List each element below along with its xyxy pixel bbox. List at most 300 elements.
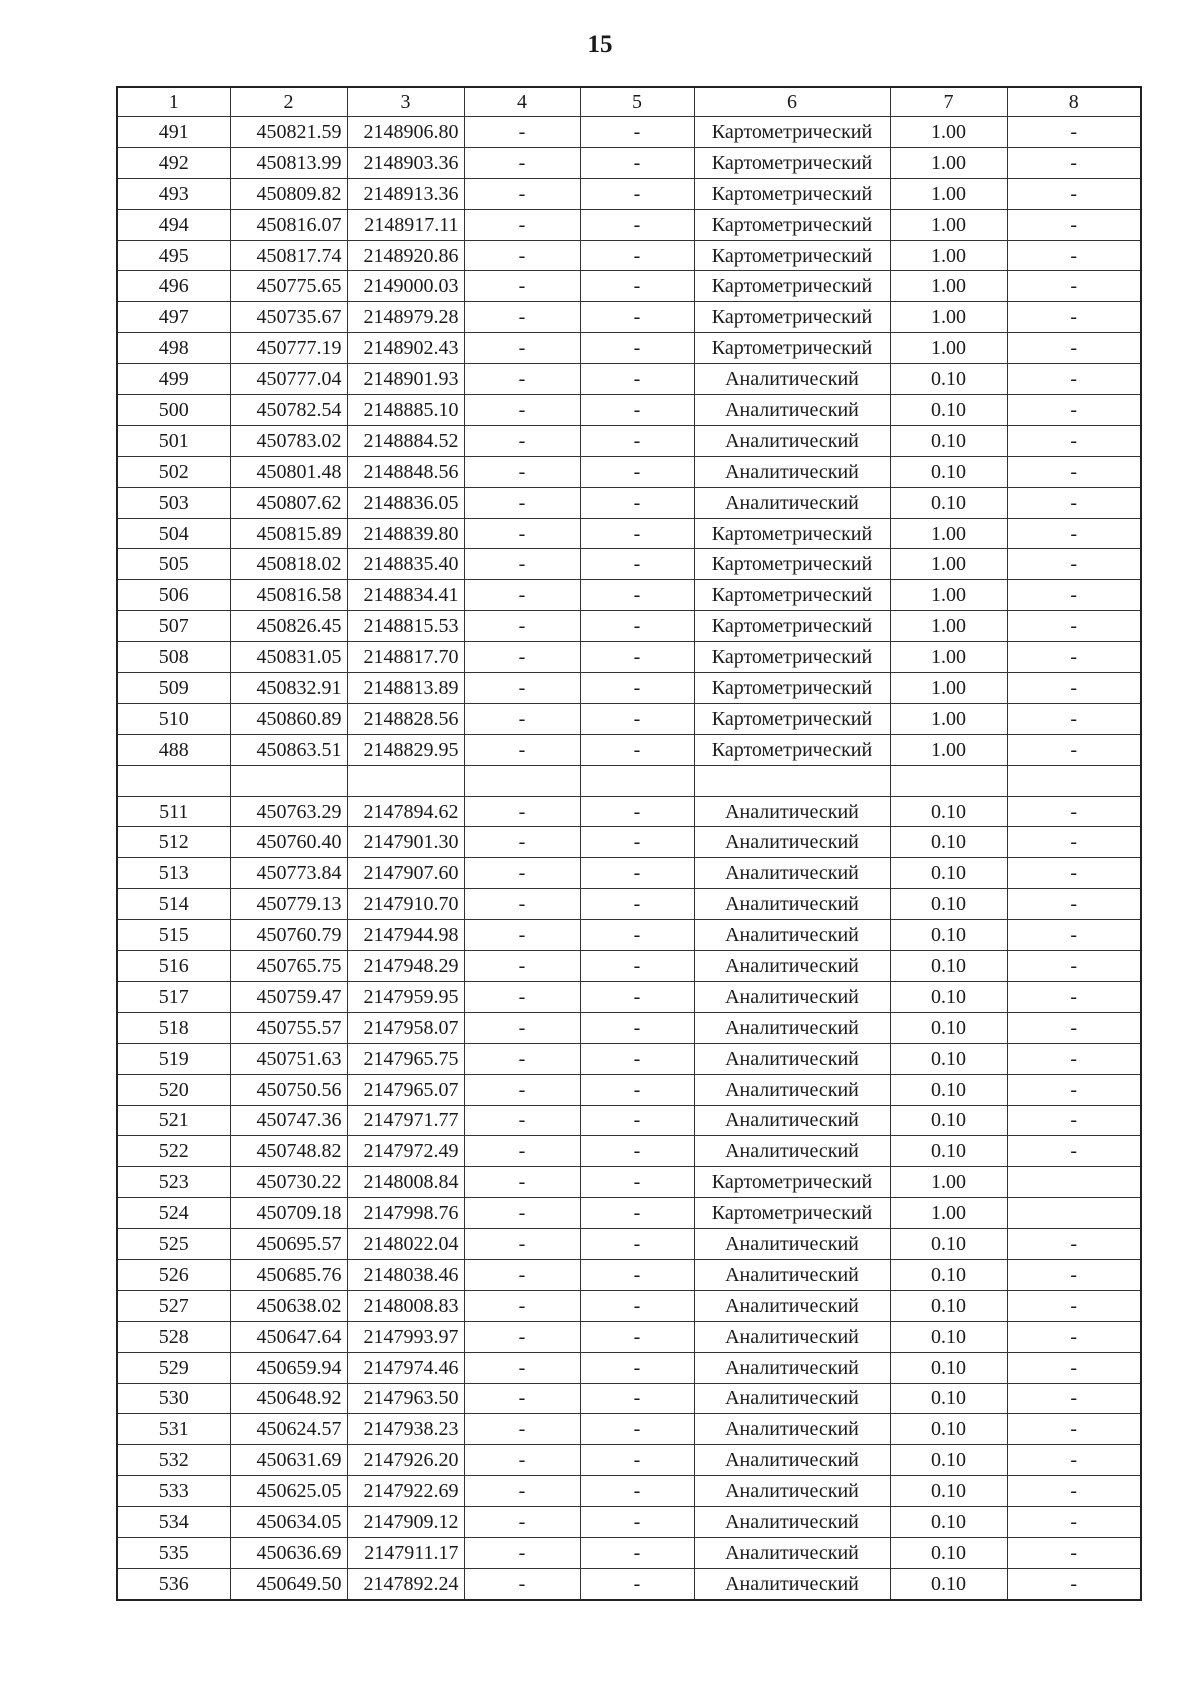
cell-accuracy: 1.00: [890, 580, 1007, 611]
cell-y-coordinate: 2148834.41: [347, 580, 464, 611]
cell-col-5-value: -: [580, 673, 694, 704]
column-header-7: 7: [890, 87, 1007, 117]
cell-col-5-value: -: [580, 703, 694, 734]
cell-method: Картометрический: [694, 240, 890, 271]
cell-y-coordinate: 2147894.62: [347, 796, 464, 827]
cell-point-number: 528: [117, 1321, 230, 1352]
cell-point-number: 526: [117, 1259, 230, 1290]
cell-accuracy: 0.10: [890, 827, 1007, 858]
cell-col-5-value: -: [580, 580, 694, 611]
cell-x-coordinate: 450759.47: [230, 981, 347, 1012]
cell-method: Аналитический: [694, 827, 890, 858]
cell-point-number: 519: [117, 1043, 230, 1074]
cell-method: Аналитический: [694, 1445, 890, 1476]
cell-accuracy: [890, 765, 1007, 796]
table-row: [117, 333, 1141, 364]
table-row: [117, 456, 1141, 487]
table-row: [117, 549, 1141, 580]
cell-accuracy: 0.10: [890, 858, 1007, 889]
cell-col-5-value: -: [580, 1229, 694, 1260]
cell-accuracy: 1.00: [890, 734, 1007, 765]
cell-x-coordinate: 450813.99: [230, 147, 347, 178]
cell-point-number: 492: [117, 147, 230, 178]
cell-point-number: 496: [117, 271, 230, 302]
cell-accuracy: 1.00: [890, 673, 1007, 704]
cell-col-8-value: -: [1007, 734, 1141, 765]
cell-y-coordinate: 2148884.52: [347, 425, 464, 456]
cell-accuracy: 1.00: [890, 1167, 1007, 1198]
column-header-6: 6: [694, 87, 890, 117]
cell-x-coordinate: 450763.29: [230, 796, 347, 827]
cell-x-coordinate: 450638.02: [230, 1290, 347, 1321]
cell-y-coordinate: 2148817.70: [347, 642, 464, 673]
cell-col-4-value: -: [464, 981, 580, 1012]
cell-col-8-value: -: [1007, 580, 1141, 611]
cell-x-coordinate: 450760.79: [230, 920, 347, 951]
cell-col-5-value: -: [580, 1321, 694, 1352]
cell-y-coordinate: 2147892.24: [347, 1568, 464, 1599]
cell-col-4-value: -: [464, 1198, 580, 1229]
cell-y-coordinate: 2148848.56: [347, 456, 464, 487]
cell-point-number: 512: [117, 827, 230, 858]
cell-accuracy: 0.10: [890, 1136, 1007, 1167]
cell-y-coordinate: 2148008.83: [347, 1290, 464, 1321]
cell-method: Картометрический: [694, 302, 890, 333]
table-row: [117, 1476, 1141, 1507]
cell-point-number: 533: [117, 1476, 230, 1507]
table-row: [117, 1012, 1141, 1043]
table-row: [117, 1229, 1141, 1260]
cell-col-5-value: -: [580, 456, 694, 487]
cell-x-coordinate: 450831.05: [230, 642, 347, 673]
cell-col-4-value: -: [464, 1507, 580, 1538]
cell-col-4-value: -: [464, 487, 580, 518]
table-row: [117, 518, 1141, 549]
table-row: [117, 765, 1141, 796]
cell-point-number: 494: [117, 209, 230, 240]
cell-col-4-value: -: [464, 1136, 580, 1167]
cell-point-number: 524: [117, 1198, 230, 1229]
cell-col-8-value: -: [1007, 147, 1141, 178]
cell-y-coordinate: 2147922.69: [347, 1476, 464, 1507]
cell-y-coordinate: 2147965.07: [347, 1074, 464, 1105]
cell-col-4-value: -: [464, 1012, 580, 1043]
cell-col-4-value: -: [464, 395, 580, 426]
table-row: [117, 1167, 1141, 1198]
cell-col-5-value: -: [580, 364, 694, 395]
cell-y-coordinate: [347, 765, 464, 796]
cell-point-number: 536: [117, 1568, 230, 1599]
cell-method: Аналитический: [694, 796, 890, 827]
cell-accuracy: 0.10: [890, 1043, 1007, 1074]
cell-point-number: 507: [117, 611, 230, 642]
cell-x-coordinate: 450863.51: [230, 734, 347, 765]
cell-col-4-value: [464, 765, 580, 796]
cell-x-coordinate: 450782.54: [230, 395, 347, 426]
table-row: [117, 673, 1141, 704]
table-row: [117, 1414, 1141, 1445]
cell-accuracy: 0.10: [890, 796, 1007, 827]
cell-x-coordinate: 450735.67: [230, 302, 347, 333]
cell-method: Аналитический: [694, 1476, 890, 1507]
cell-col-4-value: -: [464, 1290, 580, 1321]
column-header-3: 3: [347, 87, 464, 117]
cell-col-8-value: [1007, 1198, 1141, 1229]
cell-method: Аналитический: [694, 920, 890, 951]
cell-col-4-value: -: [464, 271, 580, 302]
cell-accuracy: 0.10: [890, 1012, 1007, 1043]
cell-col-8-value: -: [1007, 333, 1141, 364]
cell-col-5-value: -: [580, 1043, 694, 1074]
cell-col-4-value: -: [464, 858, 580, 889]
cell-method: Картометрический: [694, 580, 890, 611]
cell-method: Картометрический: [694, 734, 890, 765]
cell-point-number: 530: [117, 1383, 230, 1414]
cell-method: Аналитический: [694, 1136, 890, 1167]
column-header-8: 8: [1007, 87, 1141, 117]
cell-method: Аналитический: [694, 1290, 890, 1321]
cell-accuracy: 1.00: [890, 209, 1007, 240]
cell-col-4-value: -: [464, 518, 580, 549]
cell-col-4-value: -: [464, 703, 580, 734]
cell-x-coordinate: 450816.07: [230, 209, 347, 240]
cell-col-4-value: -: [464, 364, 580, 395]
cell-col-4-value: -: [464, 1476, 580, 1507]
cell-method: Аналитический: [694, 1229, 890, 1260]
cell-point-number: 497: [117, 302, 230, 333]
cell-x-coordinate: 450755.57: [230, 1012, 347, 1043]
cell-method: Картометрический: [694, 642, 890, 673]
cell-y-coordinate: 2147907.60: [347, 858, 464, 889]
cell-col-4-value: -: [464, 549, 580, 580]
cell-col-4-value: -: [464, 734, 580, 765]
cell-point-number: 516: [117, 951, 230, 982]
cell-point-number: 534: [117, 1507, 230, 1538]
cell-col-5-value: -: [580, 1445, 694, 1476]
cell-y-coordinate: 2148903.36: [347, 147, 464, 178]
cell-accuracy: 0.10: [890, 981, 1007, 1012]
cell-col-8-value: -: [1007, 1259, 1141, 1290]
cell-col-8-value: -: [1007, 117, 1141, 148]
cell-col-8-value: -: [1007, 920, 1141, 951]
cell-y-coordinate: 2148008.84: [347, 1167, 464, 1198]
cell-y-coordinate: 2147911.17: [347, 1537, 464, 1568]
cell-col-8-value: -: [1007, 1074, 1141, 1105]
cell-x-coordinate: 450860.89: [230, 703, 347, 734]
cell-method: Картометрический: [694, 117, 890, 148]
table-row: [117, 1507, 1141, 1538]
cell-method: Картометрический: [694, 147, 890, 178]
cell-method: Аналитический: [694, 487, 890, 518]
cell-col-5-value: -: [580, 1383, 694, 1414]
cell-col-5-value: -: [580, 302, 694, 333]
table-row: [117, 1352, 1141, 1383]
cell-y-coordinate: 2148828.56: [347, 703, 464, 734]
coordinates-table: [116, 86, 1142, 1601]
cell-y-coordinate: 2147938.23: [347, 1414, 464, 1445]
cell-col-4-value: -: [464, 1105, 580, 1136]
cell-y-coordinate: 2148813.89: [347, 673, 464, 704]
cell-accuracy: 1.00: [890, 240, 1007, 271]
table-row: [117, 209, 1141, 240]
table-row: [117, 147, 1141, 178]
cell-accuracy: 0.10: [890, 1537, 1007, 1568]
table-row: [117, 1537, 1141, 1568]
cell-col-4-value: -: [464, 1229, 580, 1260]
cell-point-number: 499: [117, 364, 230, 395]
cell-x-coordinate: 450821.59: [230, 117, 347, 148]
cell-point-number: 508: [117, 642, 230, 673]
cell-point-number: 514: [117, 889, 230, 920]
table-row: [117, 734, 1141, 765]
cell-method: Аналитический: [694, 425, 890, 456]
cell-col-4-value: -: [464, 240, 580, 271]
cell-y-coordinate: 2148979.28: [347, 302, 464, 333]
cell-col-8-value: -: [1007, 271, 1141, 302]
cell-x-coordinate: 450816.58: [230, 580, 347, 611]
cell-method: Аналитический: [694, 1568, 890, 1599]
cell-point-number: 510: [117, 703, 230, 734]
cell-col-8-value: -: [1007, 1414, 1141, 1445]
cell-point-number: 525: [117, 1229, 230, 1260]
cell-x-coordinate: 450779.13: [230, 889, 347, 920]
cell-point-number: 532: [117, 1445, 230, 1476]
cell-col-4-value: -: [464, 920, 580, 951]
cell-point-number: [117, 765, 230, 796]
cell-col-5-value: -: [580, 487, 694, 518]
cell-point-number: 527: [117, 1290, 230, 1321]
cell-y-coordinate: 2148038.46: [347, 1259, 464, 1290]
cell-col-4-value: -: [464, 1043, 580, 1074]
cell-x-coordinate: 450636.69: [230, 1537, 347, 1568]
cell-col-8-value: -: [1007, 1290, 1141, 1321]
cell-col-5-value: -: [580, 333, 694, 364]
cell-x-coordinate: 450695.57: [230, 1229, 347, 1260]
cell-col-8-value: -: [1007, 395, 1141, 426]
cell-method: Картометрический: [694, 333, 890, 364]
table-row: [117, 1290, 1141, 1321]
cell-col-4-value: -: [464, 642, 580, 673]
cell-method: Картометрический: [694, 1198, 890, 1229]
cell-accuracy: 0.10: [890, 1352, 1007, 1383]
cell-col-5-value: -: [580, 951, 694, 982]
cell-method: Картометрический: [694, 703, 890, 734]
page-number: 15: [587, 31, 613, 58]
cell-accuracy: 0.10: [890, 425, 1007, 456]
table-row: [117, 951, 1141, 982]
table-row: [117, 1383, 1141, 1414]
cell-y-coordinate: 2147910.70: [347, 889, 464, 920]
cell-y-coordinate: 2147926.20: [347, 1445, 464, 1476]
cell-x-coordinate: 450818.02: [230, 549, 347, 580]
cell-col-8-value: [1007, 765, 1141, 796]
cell-y-coordinate: 2148902.43: [347, 333, 464, 364]
cell-x-coordinate: 450750.56: [230, 1074, 347, 1105]
cell-col-8-value: -: [1007, 1043, 1141, 1074]
cell-col-5-value: -: [580, 1012, 694, 1043]
column-header-2: 2: [230, 87, 347, 117]
cell-col-5-value: -: [580, 395, 694, 426]
cell-accuracy: 1.00: [890, 147, 1007, 178]
cell-y-coordinate: 2147958.07: [347, 1012, 464, 1043]
table-row: [117, 703, 1141, 734]
cell-x-coordinate: 450634.05: [230, 1507, 347, 1538]
cell-col-4-value: -: [464, 1074, 580, 1105]
cell-col-8-value: -: [1007, 1507, 1141, 1538]
cell-col-8-value: -: [1007, 703, 1141, 734]
table-header: [117, 87, 1141, 117]
cell-y-coordinate: 2148913.36: [347, 178, 464, 209]
table-row: [117, 1198, 1141, 1229]
cell-col-5-value: -: [580, 1568, 694, 1599]
cell-y-coordinate: 2148836.05: [347, 487, 464, 518]
table-row: [117, 271, 1141, 302]
table-row: [117, 487, 1141, 518]
cell-col-8-value: -: [1007, 1383, 1141, 1414]
cell-accuracy: 0.10: [890, 456, 1007, 487]
cell-col-5-value: -: [580, 240, 694, 271]
cell-x-coordinate: 450773.84: [230, 858, 347, 889]
cell-x-coordinate: 450748.82: [230, 1136, 347, 1167]
cell-col-5-value: -: [580, 920, 694, 951]
cell-accuracy: 0.10: [890, 1383, 1007, 1414]
cell-col-5-value: -: [580, 827, 694, 858]
cell-y-coordinate: 2147974.46: [347, 1352, 464, 1383]
cell-col-8-value: -: [1007, 425, 1141, 456]
cell-accuracy: 0.10: [890, 1105, 1007, 1136]
cell-point-number: 511: [117, 796, 230, 827]
cell-col-5-value: -: [580, 796, 694, 827]
cell-x-coordinate: 450760.40: [230, 827, 347, 858]
cell-point-number: 535: [117, 1537, 230, 1568]
cell-col-5-value: -: [580, 611, 694, 642]
column-header-5: 5: [580, 87, 694, 117]
cell-col-4-value: -: [464, 1352, 580, 1383]
table-row: [117, 796, 1141, 827]
cell-col-8-value: -: [1007, 456, 1141, 487]
cell-method: Картометрический: [694, 209, 890, 240]
cell-accuracy: 1.00: [890, 611, 1007, 642]
cell-method: Аналитический: [694, 456, 890, 487]
cell-y-coordinate: 2148022.04: [347, 1229, 464, 1260]
cell-col-5-value: -: [580, 1167, 694, 1198]
cell-y-coordinate: 2147998.76: [347, 1198, 464, 1229]
cell-col-4-value: -: [464, 580, 580, 611]
cell-y-coordinate: 2148917.11: [347, 209, 464, 240]
cell-point-number: 513: [117, 858, 230, 889]
cell-point-number: 506: [117, 580, 230, 611]
cell-col-4-value: -: [464, 1414, 580, 1445]
table-row: [117, 178, 1141, 209]
cell-col-8-value: -: [1007, 240, 1141, 271]
cell-y-coordinate: 2147944.98: [347, 920, 464, 951]
cell-col-4-value: -: [464, 1445, 580, 1476]
cell-col-4-value: -: [464, 611, 580, 642]
cell-x-coordinate: 450801.48: [230, 456, 347, 487]
cell-y-coordinate: 2149000.03: [347, 271, 464, 302]
cell-col-8-value: -: [1007, 549, 1141, 580]
cell-col-5-value: -: [580, 1259, 694, 1290]
table-row: [117, 1568, 1141, 1599]
cell-col-8-value: -: [1007, 1445, 1141, 1476]
cell-col-8-value: -: [1007, 1321, 1141, 1352]
cell-col-5-value: -: [580, 1074, 694, 1105]
cell-method: Аналитический: [694, 1012, 890, 1043]
cell-col-8-value: -: [1007, 518, 1141, 549]
cell-accuracy: 0.10: [890, 395, 1007, 426]
cell-x-coordinate: [230, 765, 347, 796]
cell-y-coordinate: 2148839.80: [347, 518, 464, 549]
cell-col-4-value: -: [464, 1383, 580, 1414]
cell-col-4-value: -: [464, 302, 580, 333]
cell-col-8-value: -: [1007, 1537, 1141, 1568]
header-row: [117, 87, 1141, 117]
cell-accuracy: 0.10: [890, 889, 1007, 920]
cell-col-4-value: -: [464, 456, 580, 487]
cell-x-coordinate: 450809.82: [230, 178, 347, 209]
cell-point-number: 531: [117, 1414, 230, 1445]
cell-method: Аналитический: [694, 1043, 890, 1074]
table-row: [117, 580, 1141, 611]
cell-point-number: 517: [117, 981, 230, 1012]
cell-col-5-value: -: [580, 1507, 694, 1538]
cell-accuracy: 0.10: [890, 1074, 1007, 1105]
cell-x-coordinate: 450777.04: [230, 364, 347, 395]
cell-y-coordinate: 2147959.95: [347, 981, 464, 1012]
cell-method: Аналитический: [694, 858, 890, 889]
cell-accuracy: 1.00: [890, 518, 1007, 549]
cell-col-8-value: -: [1007, 673, 1141, 704]
cell-y-coordinate: 2148835.40: [347, 549, 464, 580]
cell-x-coordinate: 450783.02: [230, 425, 347, 456]
table-row: [117, 302, 1141, 333]
cell-col-4-value: -: [464, 951, 580, 982]
cell-method: Аналитический: [694, 1537, 890, 1568]
cell-col-8-value: -: [1007, 981, 1141, 1012]
cell-x-coordinate: 450631.69: [230, 1445, 347, 1476]
table-row: [117, 642, 1141, 673]
cell-method: Аналитический: [694, 1352, 890, 1383]
cell-method: Картометрический: [694, 178, 890, 209]
cell-col-4-value: -: [464, 1568, 580, 1599]
cell-method: Картометрический: [694, 1167, 890, 1198]
cell-point-number: 503: [117, 487, 230, 518]
cell-col-4-value: -: [464, 1167, 580, 1198]
cell-accuracy: 1.00: [890, 703, 1007, 734]
cell-accuracy: 0.10: [890, 1476, 1007, 1507]
cell-col-8-value: -: [1007, 1136, 1141, 1167]
cell-col-8-value: -: [1007, 487, 1141, 518]
cell-accuracy: 0.10: [890, 1414, 1007, 1445]
cell-method: Картометрический: [694, 673, 890, 704]
cell-col-4-value: -: [464, 1259, 580, 1290]
cell-col-5-value: -: [580, 1476, 694, 1507]
cell-point-number: 518: [117, 1012, 230, 1043]
cell-x-coordinate: 450624.57: [230, 1414, 347, 1445]
cell-col-5-value: -: [580, 271, 694, 302]
cell-point-number: 523: [117, 1167, 230, 1198]
cell-accuracy: 1.00: [890, 549, 1007, 580]
cell-method: Картометрический: [694, 518, 890, 549]
cell-accuracy: 1.00: [890, 271, 1007, 302]
cell-col-5-value: -: [580, 209, 694, 240]
cell-col-8-value: [1007, 1167, 1141, 1198]
cell-col-8-value: -: [1007, 364, 1141, 395]
table-row: [117, 1259, 1141, 1290]
cell-col-8-value: -: [1007, 951, 1141, 982]
cell-method: Аналитический: [694, 1074, 890, 1105]
table-row: [117, 1136, 1141, 1167]
